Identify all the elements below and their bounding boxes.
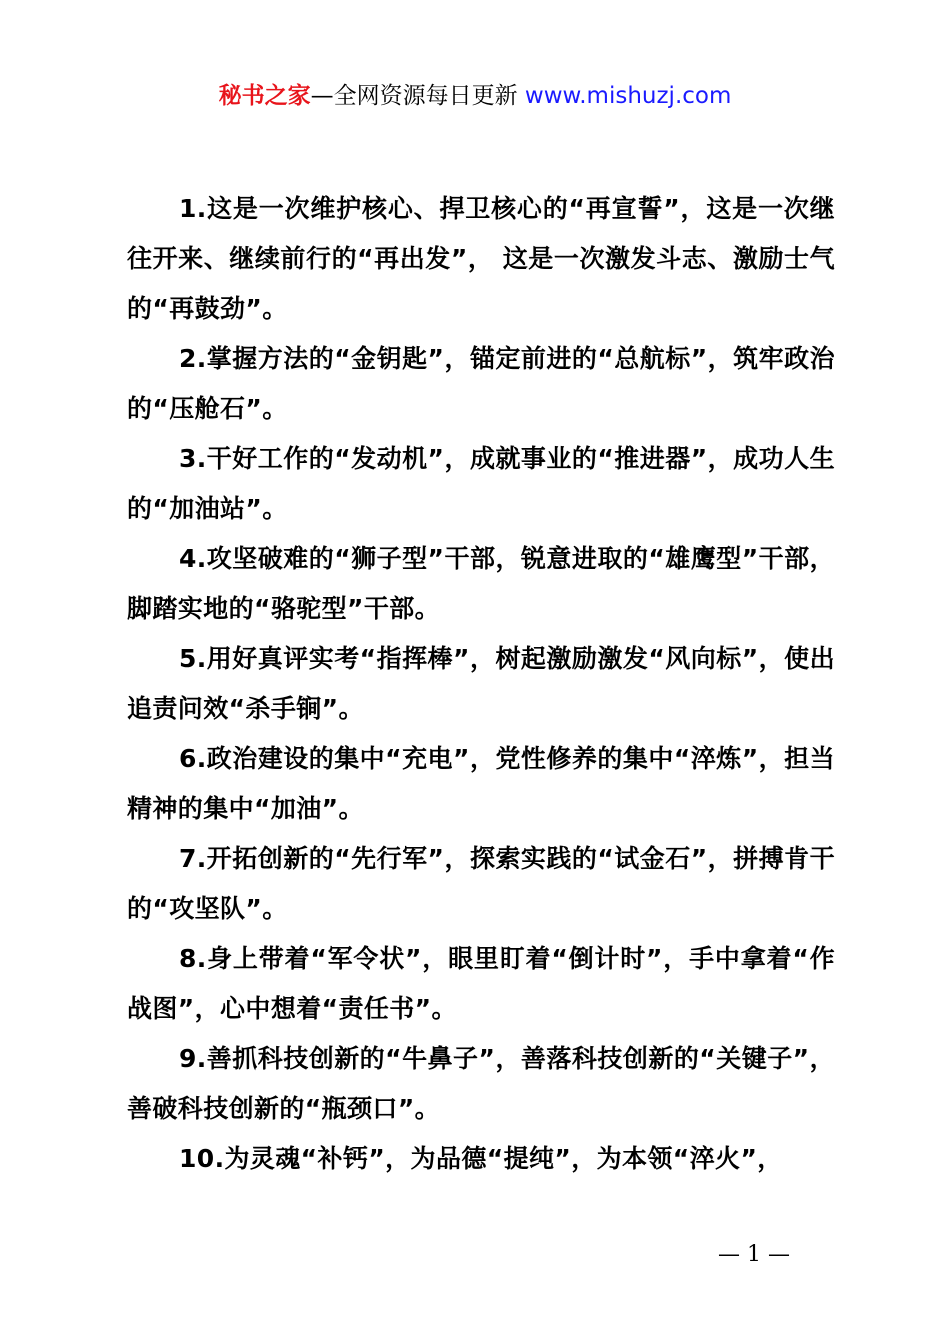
paragraph-3: 3.干好工作的“发动机”，成就事业的“推进器”，成功人生的“加油站”。 xyxy=(127,444,835,523)
paragraph-8: 8.身上带着“军令状”，眼里盯着“倒计时”，手中拿着“作战图”，心中想着“责任书”。 xyxy=(127,944,835,1023)
paragraph-6: 6.政治建设的集中“充电”，党性修养的集中“淬炼”，担当精神的集中“加油”。 xyxy=(127,744,835,823)
page-number: — 1 — xyxy=(718,1242,790,1267)
paragraph-10: 10.为灵魂“补钙”，为品德“提纯”，为本领“淬火”， xyxy=(179,1144,783,1173)
document-body xyxy=(127,184,835,1184)
paragraph-2: 2.掌握方法的“金钥匙”，锚定前进的“总航标”，筑牢政治的“压舱石”。 xyxy=(127,344,835,423)
paragraph-5: 5.用好真评实考“指挥棒”，树起激励激发“风向标”，使出追责问效“杀手锏”。 xyxy=(127,644,835,723)
paragraph-4: 4.攻坚破难的“狮子型”干部，锐意进取的“雄鹰型”干部，脚踏实地的“骆驼型”干部。 xyxy=(127,544,835,623)
page-header xyxy=(0,80,950,112)
paragraph-7: 7.开拓创新的“先行军”，探索实践的“试金石”，拼搏肯干的“攻坚队”。 xyxy=(127,844,835,923)
header-tagline: —全网资源每日更新 xyxy=(310,83,518,109)
header-url-link[interactable]: www.mishuzj.com xyxy=(524,83,732,109)
paragraph-9: 9.善抓科技创新的“牛鼻子”，善落科技创新的“关键子”，善破科技创新的“瓶颈口”。 xyxy=(127,1044,835,1123)
paragraph-1: 1.这是一次维护核心、捍卫核心的“再宣誓”，这是一次继往开来、继续前行的“再出发”， 这是一次激发斗志、激励士气的“再鼓劲”。 xyxy=(127,194,835,323)
brand-name: 秘书之家 xyxy=(218,83,311,109)
